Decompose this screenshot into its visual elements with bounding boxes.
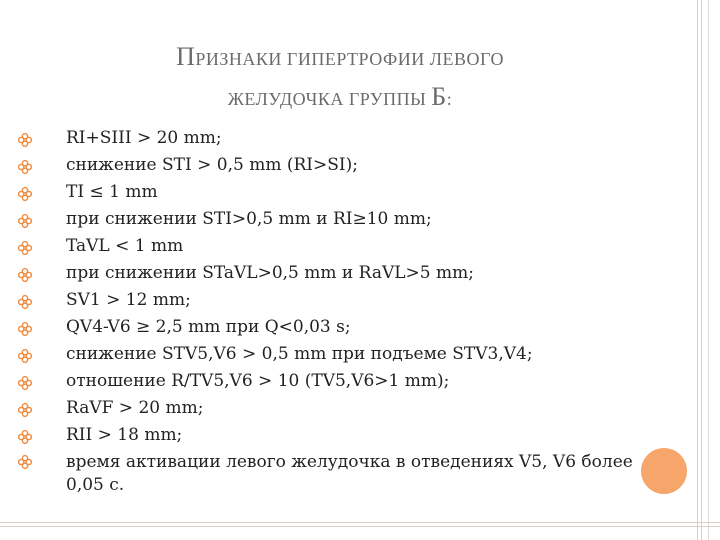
list-item (18, 422, 648, 449)
title-line-1: ПРИЗНАКИ ГИПЕРТРОФИИ ЛЕВОГО (176, 42, 504, 71)
list-item (18, 206, 648, 233)
list-item (18, 287, 648, 314)
list-item-text: при снижении STI>0,5 mm и RI≥10 mm; (66, 209, 432, 229)
list-item-text: RaVF > 20 mm; (66, 398, 204, 418)
list-item-text: QV4-V6 ≥ 2,5 mm при Q<0,03 s; (66, 317, 351, 337)
list-item (18, 395, 648, 422)
orange-flower-bullet-icon (18, 400, 32, 414)
list-item-text: TI ≤ 1 mm (66, 182, 158, 202)
list-item-text: при снижении STaVL>0,5 mm и RaVL>5 mm; (66, 263, 474, 283)
frame-vertical-line (697, 0, 702, 540)
list-item-text: TaVL < 1 mm (66, 236, 184, 256)
orange-flower-bullet-icon (18, 184, 32, 198)
list-item-text: RII > 18 mm; (66, 425, 183, 445)
orange-flower-bullet-icon (18, 454, 32, 468)
list-item (18, 125, 648, 152)
list-item (18, 449, 648, 497)
orange-flower-bullet-icon (18, 346, 32, 360)
list-item (18, 260, 648, 287)
list-item-text: RI+SIII > 20 mm; (66, 128, 222, 148)
orange-flower-bullet-icon (18, 373, 32, 387)
list-item (18, 152, 648, 179)
list-item-text: время активации левого желудочка в отведениях V5, V6 более 0,05 с. (66, 452, 633, 495)
list-item-text: снижение STV5,V6 > 0,5 mm при подъеме STV3,V4; (66, 344, 533, 364)
orange-flower-bullet-icon (18, 427, 32, 441)
frame-vertical-line-outer (708, 0, 709, 540)
orange-flower-bullet-icon (18, 238, 32, 252)
list-item (18, 341, 648, 368)
list-item-text: отношение R/TV5,V6 > 10 (TV5,V6>1 mm); (66, 371, 450, 391)
orange-circle-decoration (641, 448, 687, 494)
list-item-text: SV1 > 12 mm; (66, 290, 191, 310)
orange-flower-bullet-icon (18, 265, 32, 279)
list-item (18, 368, 648, 395)
bullet-list (18, 125, 648, 497)
list-item (18, 179, 648, 206)
frame-horizontal-line (0, 522, 720, 527)
title-line-2: ЖЕЛУДОЧКА ГРУППЫ Б: (227, 82, 453, 111)
orange-flower-bullet-icon (18, 211, 32, 225)
list-item (18, 314, 648, 341)
list-item-text: снижение STI > 0,5 mm (RI>SI); (66, 155, 358, 175)
orange-flower-bullet-icon (18, 157, 32, 171)
orange-flower-bullet-icon (18, 319, 32, 333)
list-item (18, 233, 648, 260)
orange-flower-bullet-icon (18, 292, 32, 306)
orange-flower-bullet-icon (18, 130, 32, 144)
slide-title (80, 38, 600, 118)
